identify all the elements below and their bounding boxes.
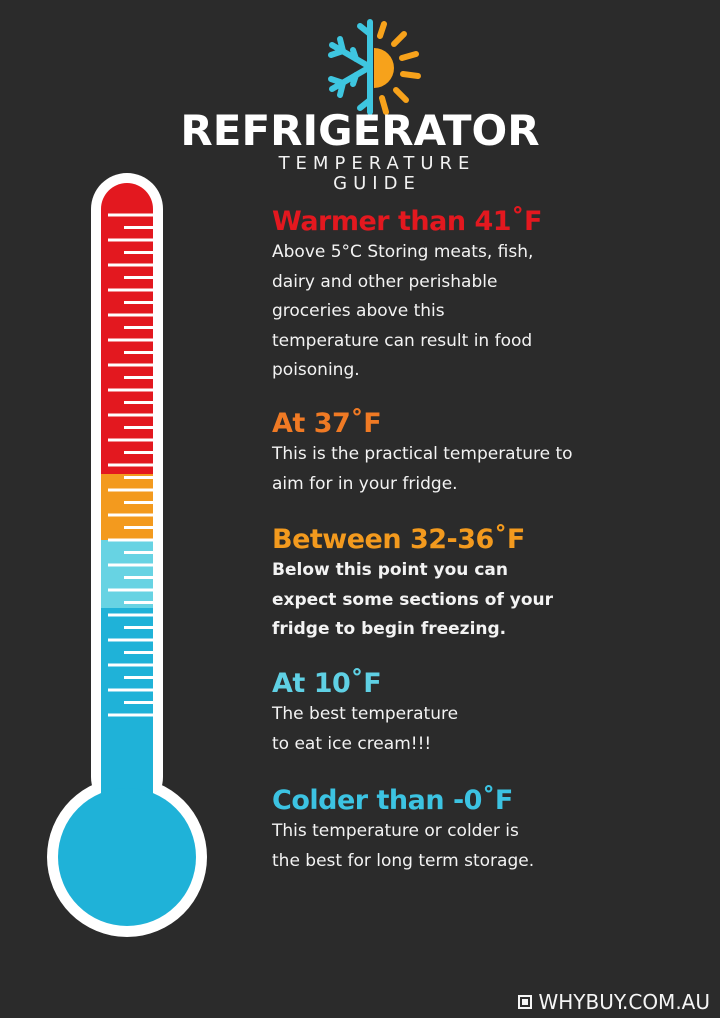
section-line: to eat ice cream!!! (272, 733, 432, 754)
section-heading: At 37˚F (272, 408, 382, 439)
section-line: Below this point you can (272, 560, 508, 580)
section-line: This temperature or colder is (272, 821, 519, 841)
section-line: Above 5°C Storing meats, fish, (272, 242, 534, 262)
section-at-10 (272, 668, 702, 759)
section-line: dairy and other perishable (272, 271, 498, 292)
section-colder-0 (272, 785, 702, 876)
section-line: groceries above this (272, 301, 445, 321)
thermometer-bulb (58, 788, 196, 926)
section-heading: Warmer than 41˚F (272, 206, 543, 237)
section-line: expect some sections of your (272, 589, 554, 610)
footer-text: WHYBUY.COM.AU (538, 990, 710, 1014)
square-logo-icon (518, 995, 532, 1009)
section-between-32-36 (272, 524, 702, 645)
thermometer-lightblue-segment (101, 540, 153, 608)
section-line: aim for in your fridge. (272, 473, 458, 494)
section-line: The best temperature (272, 704, 459, 724)
section-heading: Between 32-36˚F (272, 524, 525, 555)
section-heading: At 10˚F (272, 668, 382, 699)
page-subtitle-line1: TEMPERATURE (278, 153, 476, 174)
page-subtitle-line2: GUIDE (333, 173, 421, 194)
section-line: temperature can result in food (272, 330, 533, 351)
section-line: This is the practical temperature to (272, 444, 573, 464)
section-at-37 (272, 408, 702, 499)
section-line: poisoning. (272, 360, 360, 380)
section-warmer-41 (272, 206, 702, 386)
section-line: the best for long term storage. (272, 850, 535, 871)
section-line: fridge to begin freezing. (272, 619, 507, 639)
section-heading: Colder than -0˚F (272, 785, 513, 816)
thermometer-orange-segment (101, 474, 153, 540)
page-title: REFRIGERATOR (180, 106, 540, 155)
thermometer-ticks (108, 215, 153, 715)
footer-brand (518, 990, 710, 1014)
